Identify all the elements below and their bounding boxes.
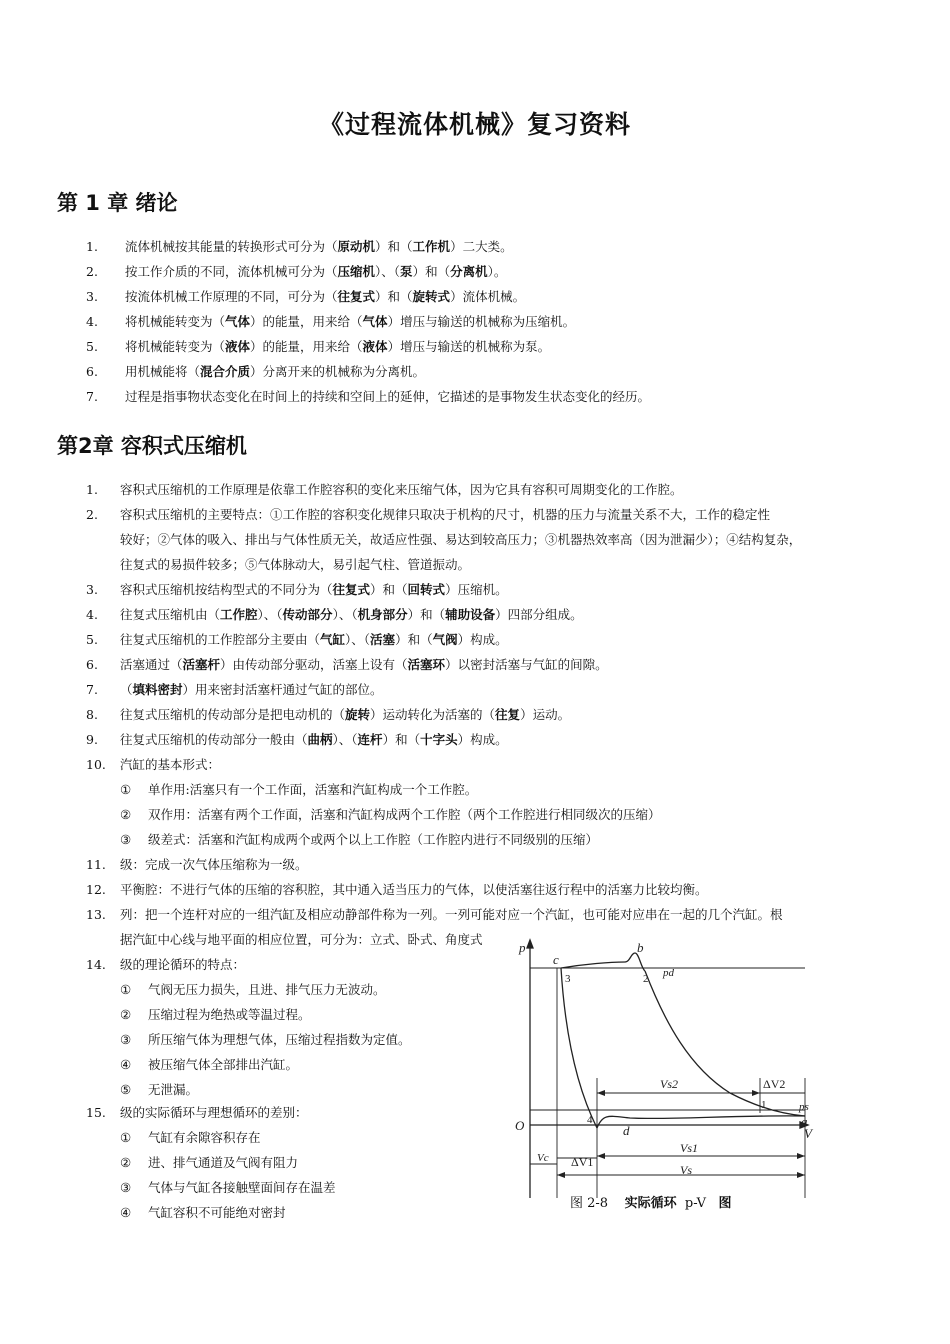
item-number: 7. — [86, 389, 98, 404]
answer-term: 回转式 — [407, 582, 446, 597]
item-text-segment: 往复式压缩机的工作腔部分主要由（ — [120, 632, 321, 647]
item-text-segment: ）增压与输送的机械称为泵。 — [387, 339, 551, 354]
sub-item-text: 气体与气缸各接触壁面间存在温差 — [148, 1180, 336, 1195]
vc-label: Vc — [537, 1152, 549, 1164]
item-number: 13. — [86, 907, 106, 922]
answer-term: 机身部分 — [357, 607, 408, 622]
answer-term: 旋转 — [345, 707, 371, 722]
item-text-segment: 平衡腔：不进行气体的压缩的容积腔，其中通入适当压力的气体，以使活塞往返行程中的活塞力比较均衡。 — [120, 882, 708, 897]
svg-text:1: 1 — [761, 1099, 767, 1111]
answer-term: 活塞 — [370, 632, 396, 647]
item-text — [125, 334, 550, 359]
answer-term: 泵 — [400, 264, 413, 279]
sub-item-text: 进、排气通道及气阀有阻力 — [148, 1155, 299, 1170]
answer-term: 气体 — [225, 314, 251, 329]
item-text-segment: 容积式压缩机按结构型式的不同分为（ — [120, 582, 333, 597]
item-number: 9. — [86, 732, 98, 747]
item-number: 3. — [86, 289, 98, 304]
item-text-segment: ）以密封活塞与气缸的间隙。 — [445, 657, 608, 672]
sub-item-text: 气缸有余隙容积存在 — [148, 1130, 261, 1145]
item-text — [120, 577, 508, 602]
item-text-segment: ）、（ — [257, 607, 283, 622]
item-text — [125, 259, 506, 284]
answer-term: 原动机 — [337, 239, 376, 254]
item-text-segment: ）流体机械。 — [450, 289, 526, 304]
item-text-segment: ）、（ — [345, 632, 371, 647]
answer-term: 气缸 — [320, 632, 346, 647]
item-number: 8. — [86, 707, 98, 722]
item-text — [125, 309, 575, 334]
answer-term: 往复式 — [332, 582, 371, 597]
item-number: 2. — [86, 507, 98, 522]
page-title: 《过程流体机械》复习资料 — [318, 110, 631, 139]
item-text-segment: ）用来密封活塞杆通过气缸的部位。 — [182, 682, 383, 697]
sub-item-text: 所压缩气体为理想气体，压缩过程指数为定值。 — [148, 1032, 411, 1047]
point-a-label: a — [801, 1114, 808, 1129]
item-text-segment: ）和（ — [370, 582, 408, 597]
item-number: 6. — [86, 364, 98, 379]
sub-item-marker: ① — [120, 982, 132, 997]
answer-term: 混合介质 — [200, 364, 251, 379]
item-text-segment: 级的理论循环的特点： — [120, 957, 246, 972]
item-number: 1. — [86, 482, 98, 497]
item-text-segment: ）运动。 — [520, 707, 571, 722]
sub-item-text: 单作用:活塞只有一个工作面，活塞和汽缸构成一个工作腔。 — [148, 782, 478, 797]
item-text-segment: 容积式压缩机的主要特点：①工作腔的容积变化规律只取决于机构的尺寸，机器的压力与流量关系不大，工作的稳定性 — [120, 507, 771, 522]
item-text-segment: ）构成。 — [457, 732, 508, 747]
answer-term: 分离机 — [450, 264, 488, 279]
sub-item-marker: ④ — [120, 1057, 132, 1072]
item-text — [125, 384, 650, 409]
sub-item-marker: ③ — [120, 832, 132, 847]
item-text-segment: ）四部分组成。 — [495, 607, 583, 622]
item-number: 5. — [86, 632, 98, 647]
answer-term: 曲柄 — [307, 732, 333, 747]
item-text — [120, 702, 570, 727]
item-text — [120, 652, 608, 677]
item-text-segment: 将机械能转变为（ — [125, 339, 226, 354]
sub-item-marker: ⑤ — [120, 1082, 132, 1097]
svg-text:4: 4 — [587, 1114, 593, 1126]
svg-text:3: 3 — [565, 973, 571, 985]
item-text-segment: ）二大类。 — [450, 239, 513, 254]
dv2-label: ΔV2 — [763, 1077, 786, 1091]
item-text — [120, 877, 708, 902]
item-number: 1. — [86, 239, 98, 254]
v-axis-label: V — [804, 1126, 812, 1141]
item-text-segment: 汽缸的基本形式： — [120, 757, 221, 772]
svg-text:2: 2 — [643, 973, 649, 985]
item-number: 4. — [86, 607, 98, 622]
item-text — [120, 552, 470, 577]
item-text-segment: ）增压与输送的机械称为压缩机。 — [387, 314, 576, 329]
sub-item-text: 气缸容积不可能绝对密封 — [148, 1205, 286, 1220]
sub-item-marker: ③ — [120, 1180, 132, 1195]
answer-term: 往复 — [495, 707, 521, 722]
item-text-segment: ）的能量，用来给（ — [250, 314, 363, 329]
item-text-segment: ）、（ — [332, 607, 358, 622]
sub-item-marker: ② — [120, 807, 132, 822]
item-text-segment: 活塞通过（ — [120, 657, 183, 672]
item-text-segment: ）的能量，用来给（ — [250, 339, 363, 354]
sub-item-text: 双作用：活塞有两个工作面，活塞和汽缸构成两个工作腔（两个工作腔进行相同级次的压缩） — [148, 807, 661, 822]
item-text-segment: 将机械能转变为（ — [125, 314, 226, 329]
vs-label: Vs — [680, 1163, 692, 1177]
item-text-segment: 列：把一个连杆对应的一组汽缸及相应动静部件称为一列。一列可能对应一个汽缸，也可能对应串在一起的几个汽缸。根 — [120, 907, 783, 922]
item-text-segment: ）和（ — [407, 607, 446, 622]
item-text — [120, 602, 583, 627]
item-text — [120, 1100, 308, 1125]
item-number: 14. — [86, 957, 106, 972]
origin-label: O — [515, 1118, 525, 1133]
item-number: 7. — [86, 682, 98, 697]
item-text-segment: ）分离开来的机械称为分离机。 — [250, 364, 426, 379]
sub-item-text: 无泄漏。 — [148, 1082, 199, 1097]
chapter-1-heading: 第 1 章 绪论 — [57, 191, 178, 215]
item-text-segment: （ — [120, 682, 133, 697]
item-text — [120, 852, 308, 877]
item-text-segment: 往复式压缩机由（ — [120, 607, 221, 622]
item-number: 6. — [86, 657, 98, 672]
compression-curve — [645, 971, 805, 1116]
item-text-segment: 往复式的易损件较多；⑤气体脉动大，易引起气柱、管道振动。 — [120, 557, 471, 572]
item-text — [125, 234, 513, 259]
answer-term: 气体 — [362, 314, 388, 329]
item-text-segment: 往复式压缩机的传动部分一般由（ — [120, 732, 308, 747]
sub-item-marker: ③ — [120, 1032, 132, 1047]
item-text-segment: ）和（ — [412, 264, 451, 279]
answer-term: 活塞杆 — [182, 657, 221, 672]
item-text-segment: 级：完成一次气体压缩称为一级。 — [120, 857, 308, 872]
item-text-segment: 较好；②气体的吸入、排出与气体性质无关，故适应性强、易达到较高压力；③机器热效率高（因为泄漏少）；④结构复杂， — [120, 532, 802, 547]
sub-item-marker: ④ — [120, 1205, 132, 1220]
item-text-segment: ）压缩机。 — [445, 582, 508, 597]
item-number: 3. — [86, 582, 98, 597]
sub-item-text: 级差式：活塞和汽缸构成两个或两个以上工作腔（工作腔内进行不同级别的压缩） — [148, 832, 599, 847]
sub-item-text: 压缩过程为绝热或等温过程。 — [148, 1007, 311, 1022]
answer-term: 压缩机 — [337, 264, 376, 279]
pd-label: pd — [663, 967, 674, 979]
item-number: 15. — [86, 1105, 106, 1120]
sub-item-marker: ② — [120, 1007, 132, 1022]
item-text-segment: ）和（ — [382, 732, 421, 747]
item-text-segment: ）和（ — [395, 632, 433, 647]
item-number: 4. — [86, 314, 98, 329]
answer-term: 往复式 — [337, 289, 376, 304]
item-text-segment: 按流体机械工作原理的不同，可分为（ — [125, 289, 338, 304]
item-text — [120, 677, 383, 702]
pv-diagram-figure — [515, 938, 820, 1218]
answer-term: 工作腔 — [220, 607, 258, 622]
item-text — [120, 902, 783, 927]
item-number: 11. — [86, 857, 106, 872]
point-b-label: b — [637, 940, 644, 955]
sub-item-marker: ① — [120, 1130, 132, 1145]
answer-term: 液体 — [362, 339, 388, 354]
sub-item-text: 被压缩气体全部排出汽缸。 — [148, 1057, 299, 1072]
answer-term: 工作机 — [412, 239, 451, 254]
answer-term: 十字头 — [420, 732, 458, 747]
item-text — [125, 359, 425, 384]
item-text-segment: ）、（ — [375, 264, 401, 279]
answer-term: 填料密封 — [132, 682, 183, 697]
item-text-segment: 往复式压缩机的传动部分是把电动机的（ — [120, 707, 346, 722]
sub-item-marker: ① — [120, 782, 132, 797]
item-number: 12. — [86, 882, 106, 897]
answer-term: 传动部分 — [282, 607, 333, 622]
point-d-label: d — [623, 1123, 630, 1138]
item-text-segment: 据汽缸中心线与地平面的相应位置，可分为：立式、卧式、角度式 — [120, 932, 483, 947]
vs1-label: Vs1 — [680, 1141, 698, 1155]
answer-term: 气阀 — [432, 632, 458, 647]
item-text-segment: ）由传动部分驱动，活塞上设有（ — [220, 657, 408, 672]
item-text-segment: 容积式压缩机的工作原理是依靠工作腔容积的变化来压缩气体，因为它具有容积可周期变化的工作腔。 — [120, 482, 683, 497]
answer-term: 旋转式 — [412, 289, 451, 304]
sub-item-text: 气阀无压力损失，且进、排气压力无波动。 — [148, 982, 386, 997]
item-number: 10. — [86, 757, 106, 772]
item-text-segment: ）运动转化为活塞的（ — [370, 707, 496, 722]
item-text — [120, 627, 508, 652]
figure-caption: 图 2-8 实际循环 p-V 图 — [570, 1196, 732, 1211]
sub-item-marker: ② — [120, 1155, 132, 1170]
answer-term: 液体 — [225, 339, 251, 354]
item-text — [120, 502, 770, 527]
item-number: 2. — [86, 264, 98, 279]
point-c-label: c — [553, 952, 559, 967]
item-text — [120, 477, 683, 502]
item-text-segment: ）构成。 — [457, 632, 508, 647]
answer-term: 辅助设备 — [445, 607, 496, 622]
item-text-segment: 用机械能将（ — [125, 364, 201, 379]
item-text — [120, 952, 245, 977]
item-text-segment: 按工作介质的不同，流体机械可分为（ — [125, 264, 338, 279]
item-text-segment: ）和（ — [375, 289, 413, 304]
ps-label: ps — [799, 1101, 809, 1113]
dv1-label: ΔV1 — [571, 1155, 594, 1169]
answer-term: 连杆 — [357, 732, 383, 747]
answer-term: 活塞环 — [407, 657, 446, 672]
item-text — [120, 727, 508, 752]
item-text — [125, 284, 525, 309]
p-axis-label: p — [519, 940, 526, 955]
item-text-segment: ）、（ — [332, 732, 358, 747]
item-text — [120, 752, 220, 777]
item-text-segment: 级的实际循环与理想循环的差别： — [120, 1105, 308, 1120]
item-text — [120, 527, 801, 552]
item-text-segment: ）。 — [487, 264, 507, 279]
item-text — [120, 927, 483, 952]
vs2-label: Vs2 — [660, 1077, 678, 1091]
item-text-segment: ）和（ — [375, 239, 413, 254]
item-text-segment: 过程是指事物状态变化在时间上的持续和空间上的延伸，它描述的是事物发生状态变化的经历。 — [125, 389, 651, 404]
chapter-2-heading: 第2章 容积式压缩机 — [57, 434, 247, 458]
item-text-segment: 流体机械按其能量的转换形式可分为（ — [125, 239, 338, 254]
item-number: 5. — [86, 339, 98, 354]
expansion-curve — [561, 968, 597, 1128]
